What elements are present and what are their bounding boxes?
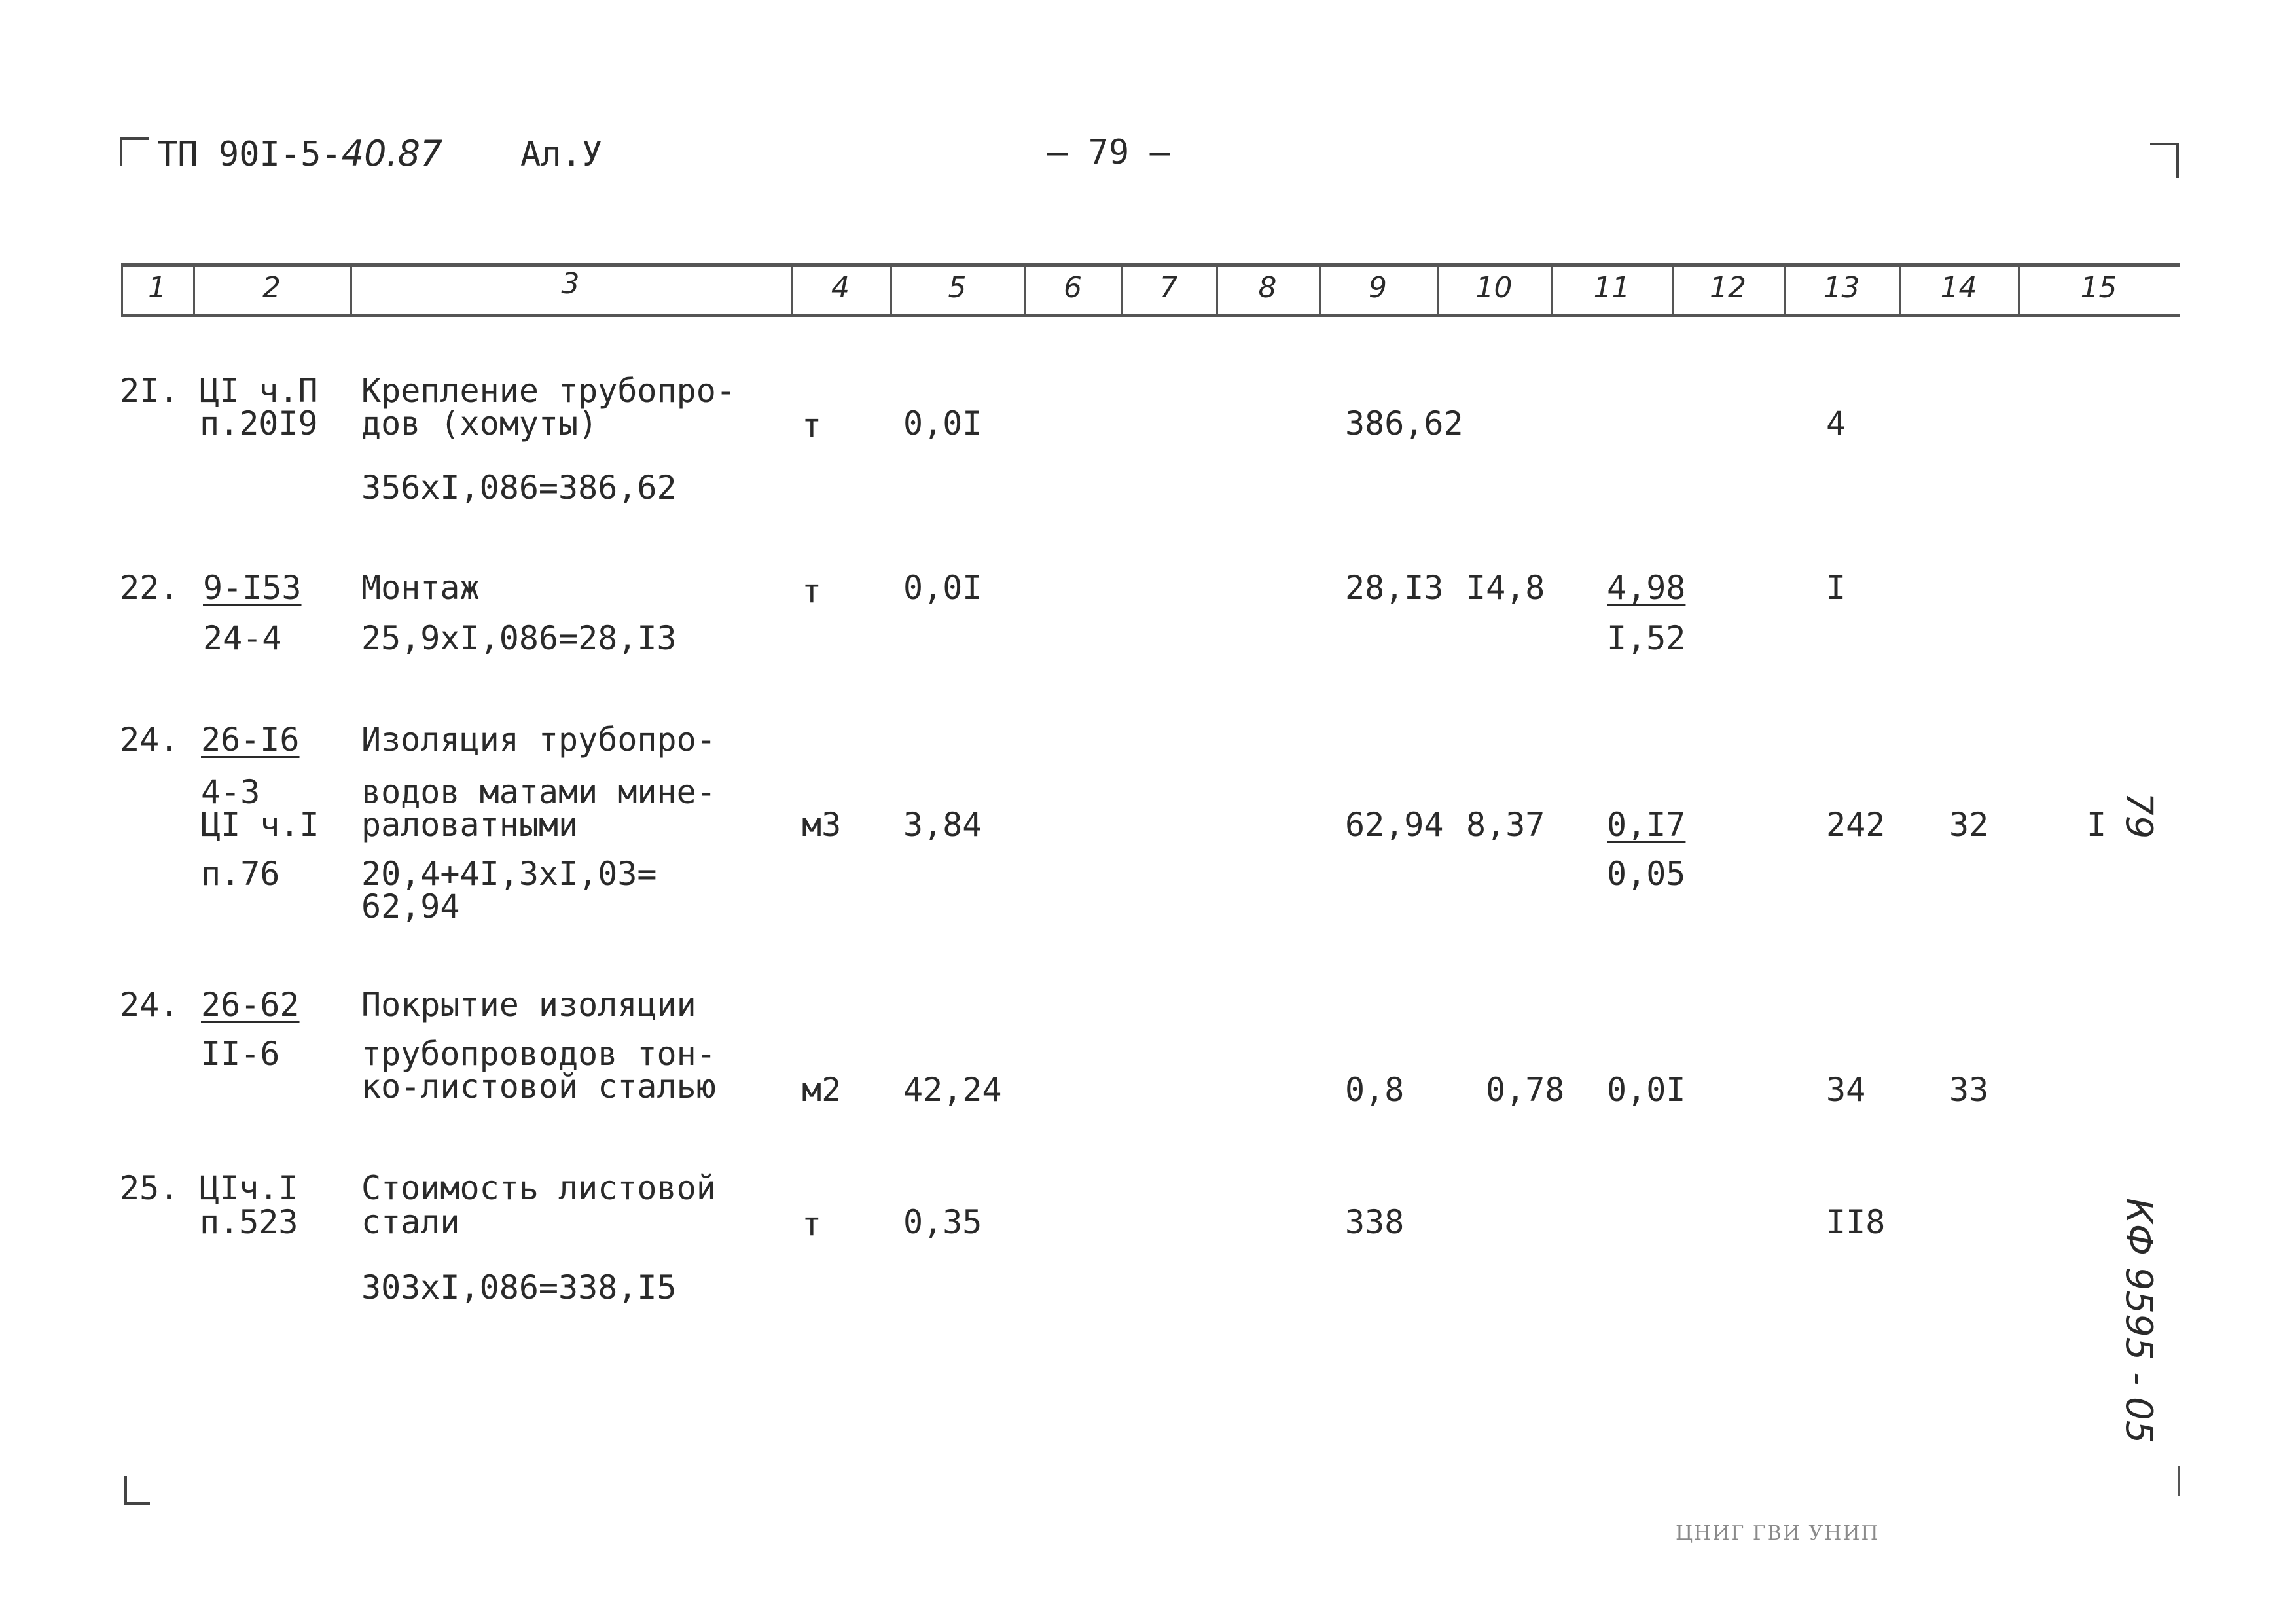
- col-9-value: 338: [1345, 1203, 1405, 1241]
- calculation-line: 62,94: [361, 888, 460, 926]
- norm-code-line: п.523: [200, 1203, 298, 1241]
- column-number: 7: [1159, 271, 1178, 304]
- description-line: Монтаж: [361, 569, 480, 607]
- column-number: 10: [1475, 271, 1513, 304]
- column-number: 4: [831, 271, 850, 304]
- row-number: 22.: [120, 569, 179, 607]
- column-number: 1: [148, 271, 166, 304]
- description-line: стали: [361, 1203, 460, 1241]
- col-9-value: 386,62: [1345, 405, 1464, 442]
- description-line: раловатными: [361, 806, 579, 844]
- col-11-value-top: 0,I7: [1607, 806, 1686, 844]
- column-number: 9: [1369, 271, 1387, 304]
- unit: т: [802, 572, 822, 610]
- norm-code-line: 24-4: [203, 619, 282, 657]
- col-11-value-top: 4,98: [1607, 569, 1686, 607]
- col-11-value: 0,0I: [1607, 1071, 1686, 1109]
- quantity: 3,84: [903, 806, 982, 844]
- col-15-value: I: [2087, 806, 2107, 844]
- footer-stamp: ЦНИГ ГВИ УНИП: [1676, 1522, 1880, 1545]
- description-line: Изоляция трубопро-: [361, 721, 716, 759]
- document-code-suffix: 40.87: [341, 133, 443, 174]
- unit: м3: [802, 806, 842, 844]
- column-number: 15: [2080, 271, 2117, 304]
- calculation: 303хI,086=338,I5: [361, 1269, 677, 1307]
- column-header-top-rule: [121, 263, 2180, 267]
- norm-code-line: 26-I6: [201, 721, 300, 759]
- unit: т: [802, 406, 822, 444]
- quantity: 0,0I: [903, 405, 982, 442]
- norm-code-line: 9-I53: [203, 569, 302, 607]
- column-number: 6: [1064, 271, 1082, 304]
- col-10-value: 8,37: [1466, 806, 1545, 844]
- col-14-value: 33: [1949, 1071, 1989, 1109]
- norm-code-line: 4-3: [201, 773, 260, 811]
- bottom-right-corner-mark: [2178, 1466, 2180, 1496]
- document-code-prefix: ТП 90I-5-: [157, 135, 342, 174]
- col-11-value-bottom: I,52: [1607, 619, 1686, 657]
- top-right-corner-mark: [2150, 143, 2179, 178]
- description-line: дов (хомуты): [361, 405, 598, 442]
- norm-code-line: ЦI ч.I: [201, 806, 319, 844]
- calculation-line: 20,4+4I,3хI,03=: [361, 855, 657, 893]
- column-number: 2: [262, 271, 281, 304]
- column-header-bottom-rule: [121, 314, 2180, 317]
- row-number: 24.: [120, 986, 179, 1024]
- col-13-value: I: [1826, 569, 1846, 607]
- norm-code-line: ЦIч.I: [200, 1169, 298, 1207]
- norm-code-line: п.76: [201, 855, 280, 893]
- col-10-value: I4,8: [1466, 569, 1545, 607]
- column-number: 11: [1593, 271, 1630, 304]
- col-13-value: 34: [1826, 1071, 1866, 1109]
- quantity: 0,0I: [903, 569, 982, 607]
- column-number: 5: [948, 271, 967, 304]
- unit: т: [802, 1205, 822, 1243]
- col-14-value: 32: [1949, 806, 1989, 844]
- norm-code-line: ЦI ч.П: [200, 372, 318, 410]
- unit: м2: [802, 1071, 842, 1109]
- column-number: 14: [1940, 271, 1977, 304]
- document-code: [157, 133, 443, 174]
- quantity: 0,35: [903, 1203, 982, 1241]
- album-label: Ал.У: [520, 135, 603, 174]
- archive-code: КФ 9595 - 05: [2117, 1198, 2160, 1444]
- norm-code-line: 26-62: [201, 986, 300, 1024]
- col-13-value: 242: [1826, 806, 1886, 844]
- col-9-value: 62,94: [1345, 806, 1444, 844]
- description-line: водов матами мине-: [361, 773, 716, 811]
- row-number: 2I.: [120, 372, 179, 410]
- col-9-value: 28,I3: [1345, 569, 1444, 607]
- quantity: 42,24: [903, 1071, 1002, 1109]
- page-number: — 79 —: [1047, 133, 1170, 172]
- col-13-value: II8: [1826, 1203, 1886, 1241]
- calculation: 356хI,086=386,62: [361, 469, 677, 507]
- row-number: 25.: [120, 1169, 179, 1207]
- description-line: Покрытие изоляции: [361, 986, 696, 1024]
- norm-code-line: II-6: [201, 1035, 280, 1073]
- bottom-left-corner-mark: [124, 1476, 150, 1505]
- col-9-value: 0,8: [1345, 1071, 1405, 1109]
- norm-code-line: п.20I9: [200, 405, 318, 442]
- description-line: Крепление трубопро-: [361, 372, 736, 410]
- description-line: ко-листовой сталью: [361, 1068, 716, 1106]
- column-number: 13: [1823, 271, 1860, 304]
- description-line: трубопроводов тон-: [361, 1035, 716, 1073]
- col-11-value-bottom: 0,05: [1607, 855, 1686, 893]
- col-10-value: 0,78: [1486, 1071, 1565, 1109]
- top-left-corner-mark: [120, 137, 149, 166]
- col-13-value: 4: [1826, 405, 1846, 442]
- description-line: Стоимость листовой: [361, 1169, 716, 1207]
- calculation: 25,9хI,086=28,I3: [361, 619, 677, 657]
- column-number: 3: [561, 267, 580, 300]
- row-number: 24.: [120, 721, 179, 759]
- column-number: 12: [1710, 271, 1746, 304]
- handwritten-page-number: 79: [2117, 792, 2160, 839]
- column-number: 8: [1258, 271, 1277, 304]
